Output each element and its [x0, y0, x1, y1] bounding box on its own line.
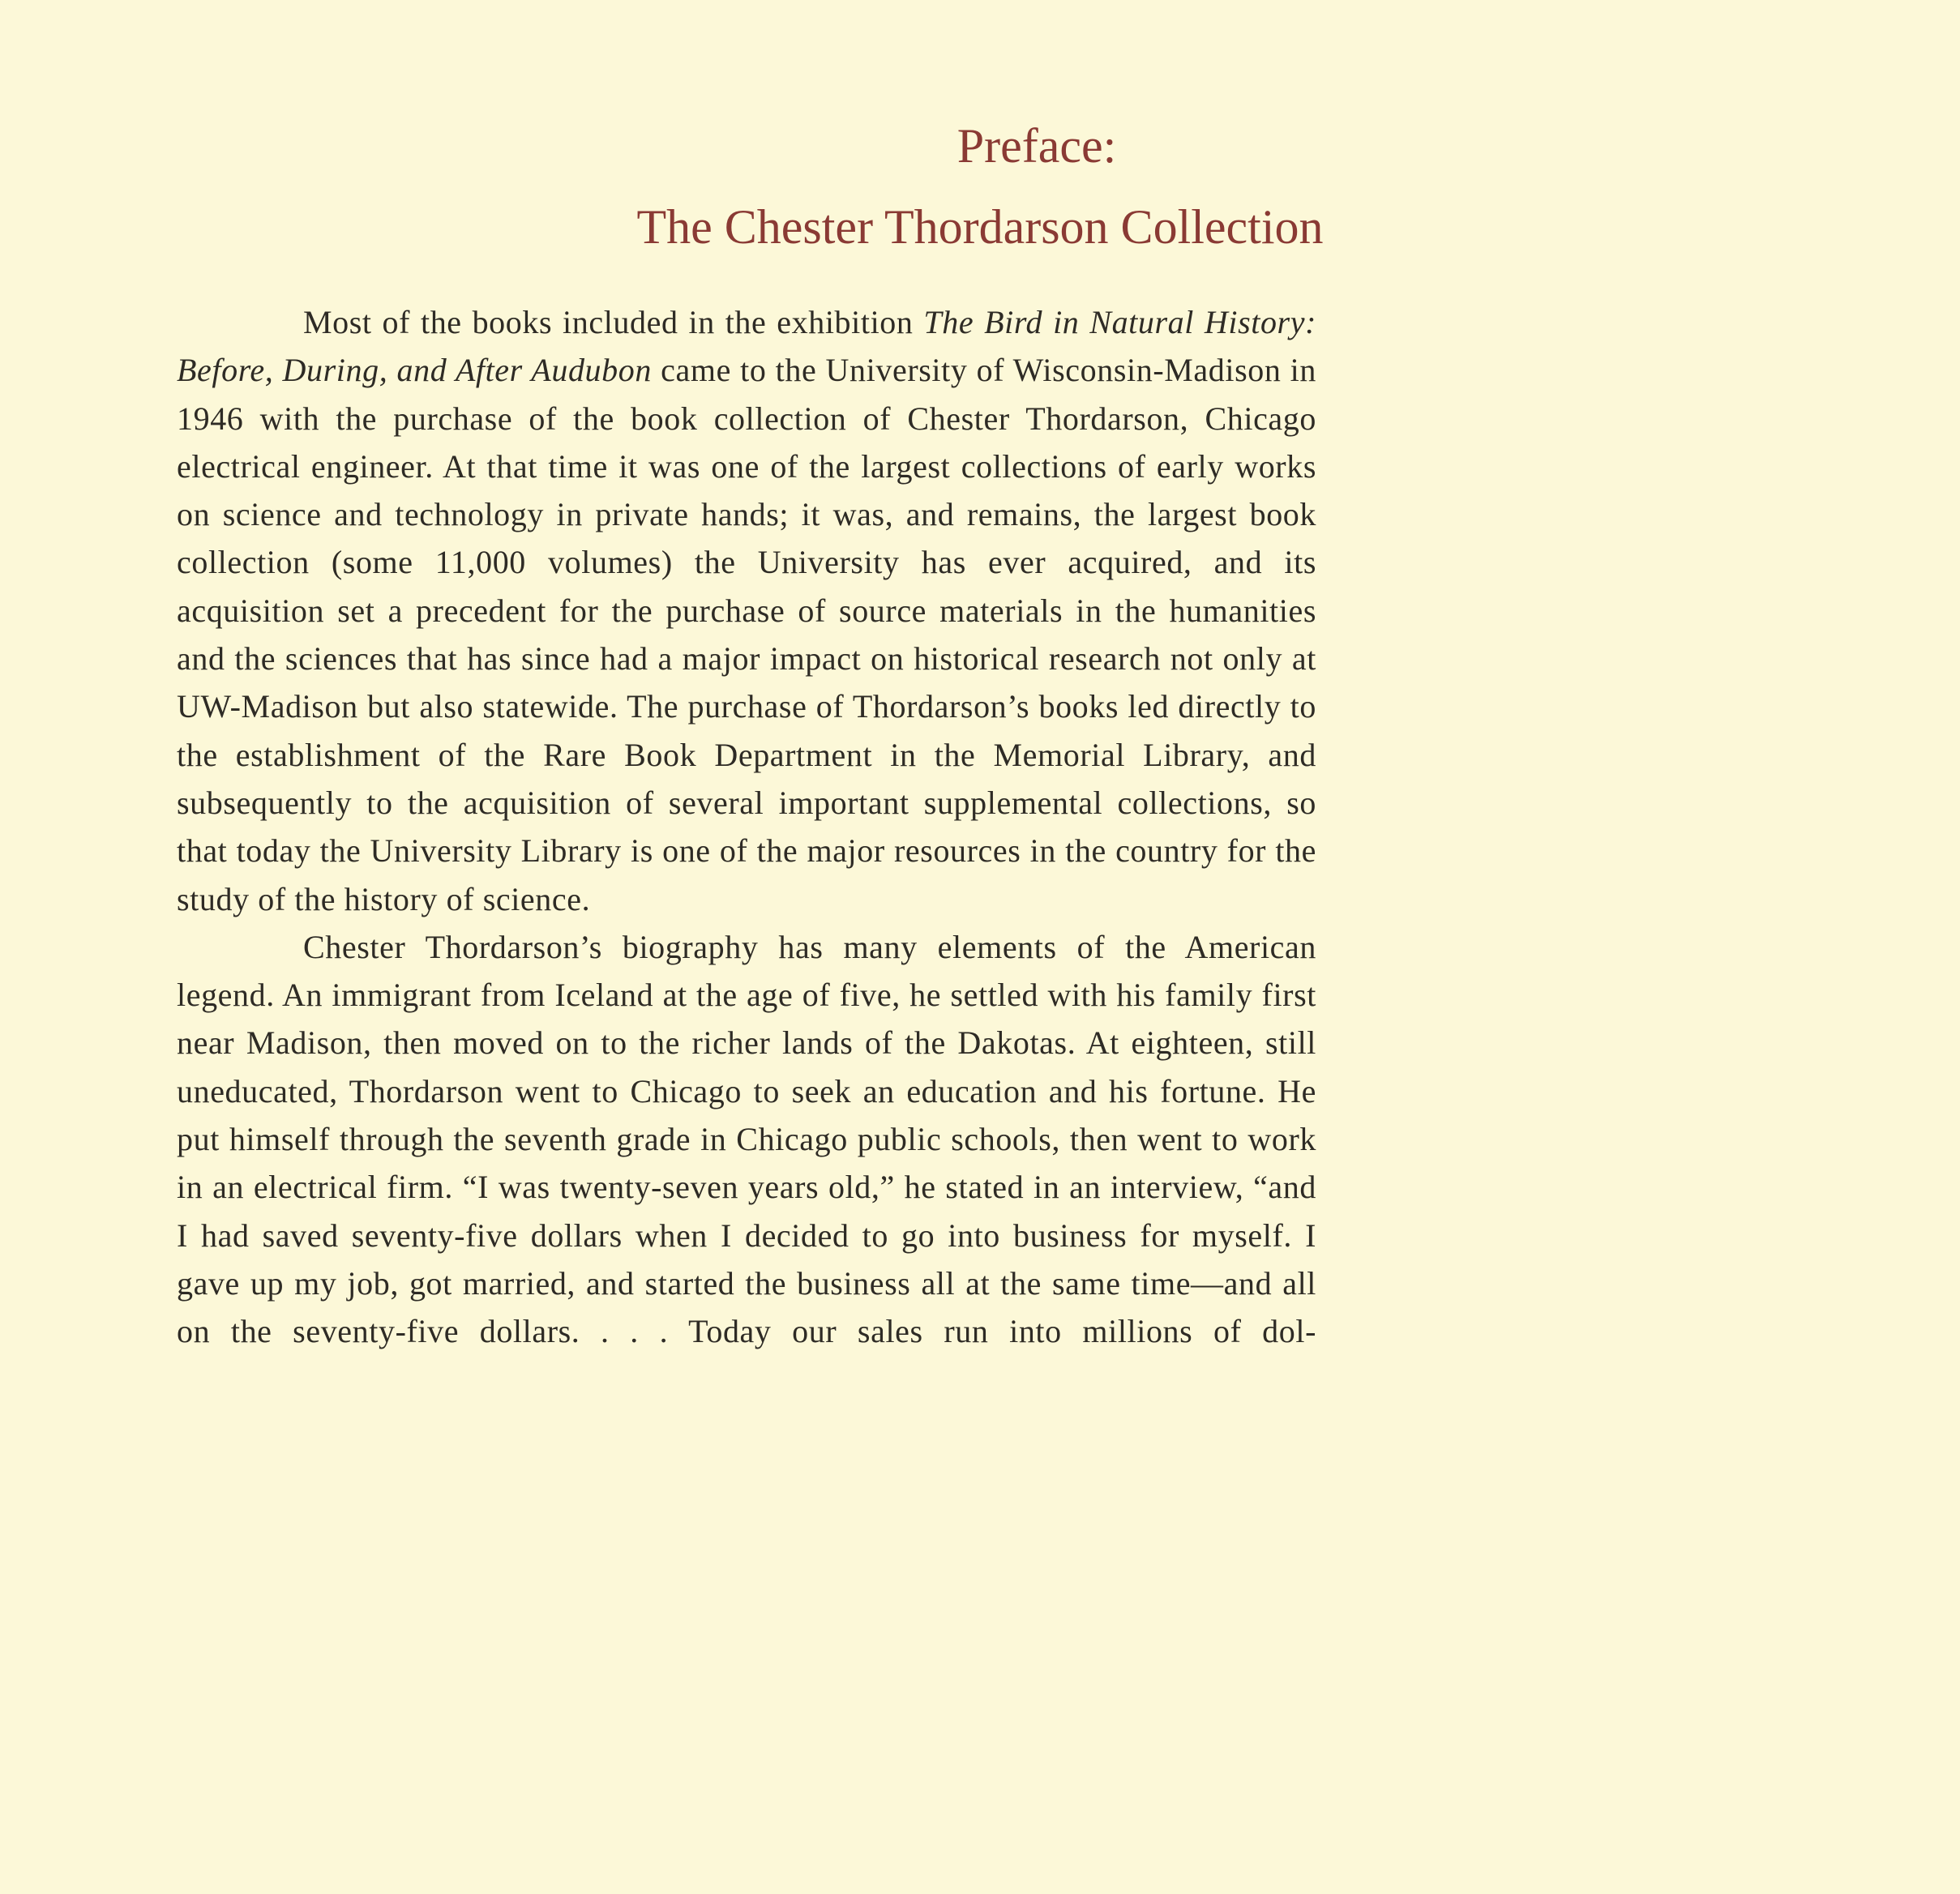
body-text: [177, 298, 1316, 1356]
exhibition-title: The Bird in Natural History: Before, During, and After Audubon: [177, 304, 1316, 389]
paragraph-1-rest: came to the University of Wisconsin-Madison in 1946 with the purchase of the book collection of Chester Thordarson, Chicago electrical engineer. At that time it was one of the largest collections of early works on science and technology in private hands; it was, and remains, the largest book collection (some 11,000 volumes) the University has ever acquired, and its acquisition set a precedent for the purchase of source materials in the humanities and the sciences that has since had a major impact on historical research not only at UW-Madison but also statewide. The purchase of Thordarson’s books led directly to the establishment of the Rare Book Department in the Memorial Library, and subsequently to the acquisition of several important supplemental collections, so that today the University Library is one of the major resources in the country for the study of the history of science.: [177, 352, 1316, 917]
paragraph-2: Chester Thordarson’s biography has many elements of the American legend. An immigrant from Iceland at the age of five, he settled with his family first near Madison, then moved on to the richer lands of the Dakotas. At eighteen, still uneducated, Thordarson went to Chicago to seek an education and his fortune. He put himself through the seventh grade in Chicago public schools, then went to work in an electrical firm. “I was twenty-seven years old,” he stated in an interview, “and I had saved seventy-five dollars when I decided to go into business for myself. I gave up my job, got married, and started the business all at the same time—and all on the seventy-five dollars. . . . Today our sales run into millions of dol-: [177, 928, 1316, 1350]
page-title: Preface:: [956, 119, 1117, 173]
paragraph-1-lead: Most of the books included in the exhibition: [303, 304, 914, 340]
page-subtitle: The Chester Thordarson Collection: [636, 200, 1324, 254]
paragraph-1: [177, 298, 1316, 923]
